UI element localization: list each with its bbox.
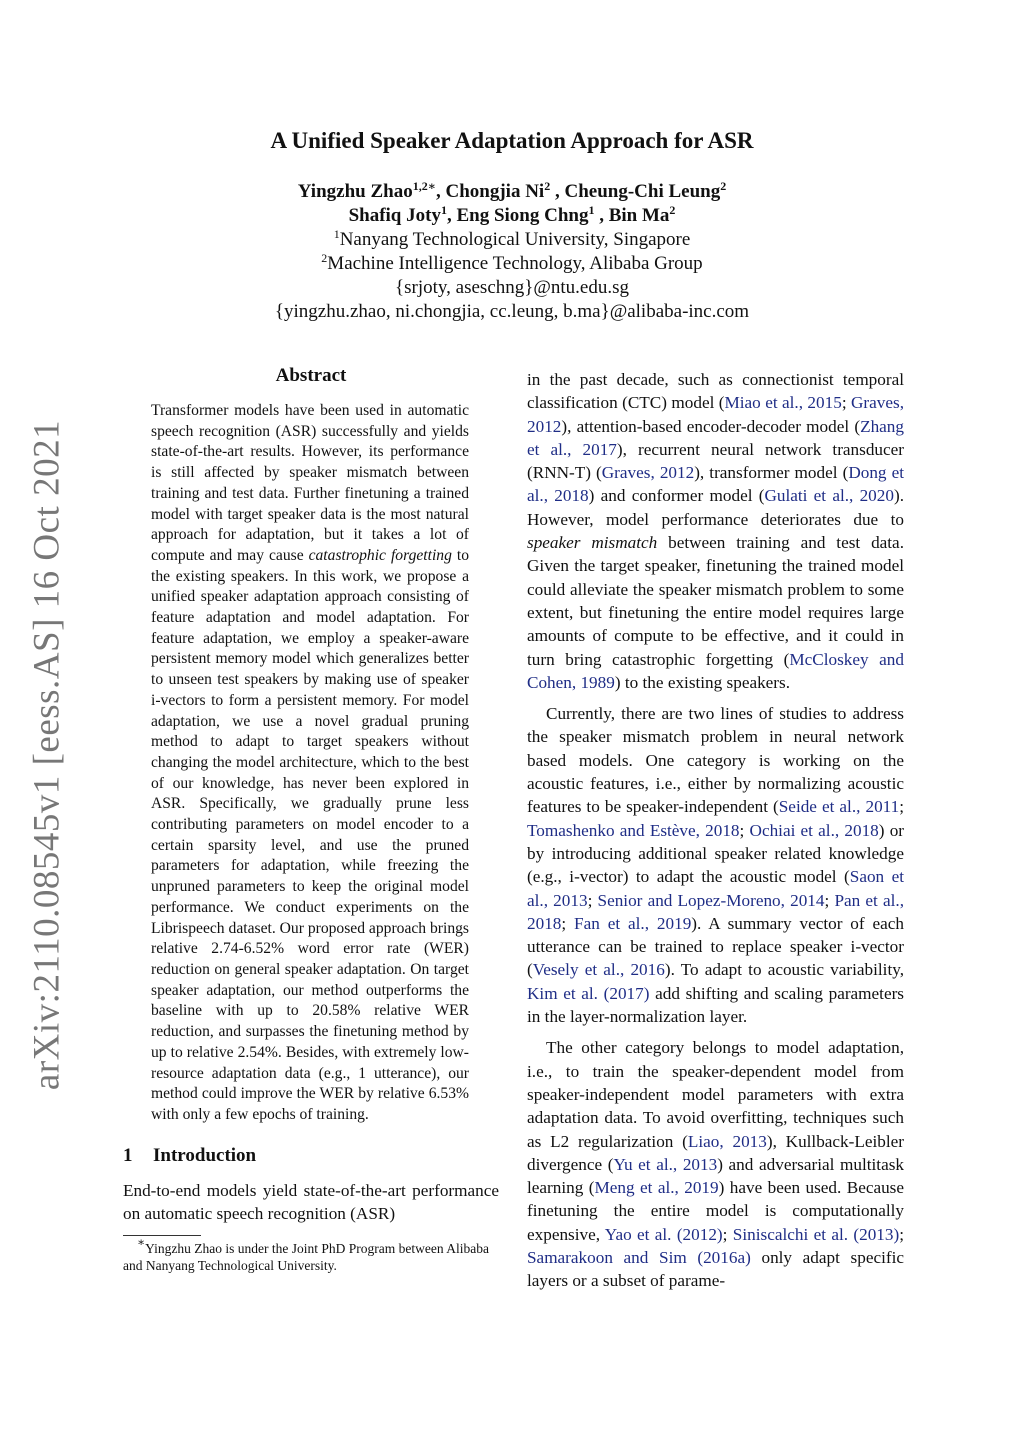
author-sup: 2 bbox=[544, 179, 551, 193]
body-text: ), Kullback-Leibler divergence ( bbox=[527, 1131, 905, 1174]
citation-link[interactable]: Yao et al. (2012) bbox=[604, 1224, 723, 1244]
body-text: ; bbox=[824, 890, 835, 910]
footnote-rule bbox=[123, 1235, 201, 1236]
author-name: , Eng Siong Chng bbox=[446, 205, 589, 226]
citation-link[interactable]: Vesely et al., 2016 bbox=[532, 960, 665, 980]
citation-link[interactable]: Saon et al., 2013 bbox=[527, 867, 904, 910]
abstract-part: to the existing speakers. In this work, we propose a unified speaker adaptation approach consisting of feature adaptation and model adaptation. For feature adaptation, we employ a speaker-aware persistent memory model which generalizes better to unseen test speakers by making use of speaker i-vectors to form a persistent memory. For model adaptation, we use a novel gradual pruning method to adapt to target speakers without changing the model architecture, which to the best of our knowledge, has never been explored in ASR. Specifically, we gradually prune less contributing parameters on model encoder to a certain sparsity level, and use the pruned parameters for adaptation, while freezing the unpruned parameters to keep the original model performance. We conduct experiments on the Librispeech dataset. Our proposed approach brings relative 2.74-6.52% word error rate (WER) reduction on general speaker adaptation. On target speaker adaptation, our method outperforms the baseline with up to 20.58% relative WER reduction, and surpasses the finetuning method by up to relative 2.54%. Besides, with extremely low-resource adaptation data (e.g., 1 utterance), our method could improve the WER by relative 6.53% with only a few epochs of training. bbox=[151, 546, 469, 1123]
citation-link[interactable]: Dong et al., 2018 bbox=[527, 463, 904, 506]
body-text: ). To adapt to acoustic variability, bbox=[664, 960, 904, 980]
body-text: ) and conformer model ( bbox=[588, 486, 765, 506]
citation-link[interactable]: Tomashenko and Estève, 2018 bbox=[527, 820, 740, 840]
intro-paragraph bbox=[527, 1036, 904, 1292]
body-text: ; bbox=[841, 393, 852, 413]
author-sup: 1 bbox=[588, 203, 595, 217]
citation-link[interactable]: Ochiai et al., 2018 bbox=[749, 820, 879, 840]
intro-paragraph: End-to-end models yield state-of-the-art performance on automatic speech recognition (ASR) bbox=[123, 1180, 499, 1223]
body-text: Currently, there are two lines of studies to address the speaker mismatch problem in neural network based models. One category is working on the acoustic features, i.e., either by normalizing acoustic features to be speaker-independent ( bbox=[527, 704, 904, 817]
body-text: in the past decade, such as connectionist temporal classification (CTC) model ( bbox=[527, 370, 904, 413]
citation-link[interactable]: Miao et al., 2015 bbox=[724, 393, 842, 413]
affiliation bbox=[0, 252, 1024, 276]
author-name: , Chongjia Ni bbox=[436, 181, 545, 202]
citation-link[interactable]: Zhang et al., 2017 bbox=[527, 416, 904, 459]
citation-link[interactable]: Kim et al. (2017) bbox=[527, 983, 650, 1003]
affiliation-text: Machine Intelligence Technology, Alibaba Group bbox=[327, 253, 703, 274]
affiliation-sup: 2 bbox=[321, 251, 328, 265]
author-sup: 1 bbox=[440, 203, 447, 217]
body-text: ), recurrent neural network transducer (RNN-T) ( bbox=[527, 439, 904, 483]
intro-paragraph-continued bbox=[527, 368, 904, 694]
citation-link[interactable]: Fan et al., 2019 bbox=[574, 913, 692, 933]
body-text: ) have been used. Because finetuning the entire model is computationally expensive, bbox=[527, 1178, 904, 1244]
section-title: Introduction bbox=[153, 1144, 257, 1166]
authors-line-1 bbox=[0, 180, 1024, 204]
body-text: add shifting and scaling parameters in the layer-normalization layer. bbox=[527, 983, 904, 1027]
citation-link[interactable]: Graves, 2012 bbox=[601, 463, 695, 483]
body-text: ; bbox=[587, 890, 598, 910]
body-text: ; bbox=[561, 913, 575, 933]
section-number: 1 bbox=[123, 1144, 133, 1166]
abstract-emphasis: catastrophic forgetting bbox=[308, 546, 452, 564]
authors-line-2 bbox=[0, 204, 1024, 228]
body-text: ). A summary vector of each utterance can be trained to replace speaker i-vector ( bbox=[527, 913, 905, 980]
intro-paragraph bbox=[527, 702, 904, 1028]
author-block bbox=[0, 180, 1024, 324]
body-text: ; bbox=[722, 1224, 733, 1244]
body-text: ), attention-based encoder-decoder model ( bbox=[561, 416, 861, 436]
footnote-mark: ∗ bbox=[137, 1235, 146, 1250]
citation-link[interactable]: Gulati et al., 2020 bbox=[764, 486, 894, 506]
citation-link[interactable]: Meng et al., 2019 bbox=[594, 1178, 719, 1198]
footnote bbox=[123, 1235, 499, 1274]
body-text: ; bbox=[899, 1224, 904, 1244]
author-name: , Bin Ma bbox=[594, 205, 670, 226]
body-text: between training and test data. Given the target speaker, finetuning the trained model could alleviate the speaker mismatch problem to some extent, but finetuning the entire model requires large amounts of compute to be effective, and it could in turn bring catastrophic forgetting ( bbox=[527, 533, 904, 669]
body-text: ) or by introducing additional speaker related knowledge (e.g., i-vector) to adapt the acoustic model ( bbox=[527, 820, 905, 887]
body-text: ; bbox=[899, 797, 904, 817]
citation-link[interactable]: Yu et al., 2013 bbox=[613, 1154, 718, 1174]
citation-link[interactable]: Seide et al., 2011 bbox=[778, 797, 900, 817]
email-line[interactable]: {yingzhu.zhao, ni.chongjia, cc.leung, b.ma}@alibaba-inc.com bbox=[274, 301, 750, 322]
abstract-text bbox=[151, 401, 469, 1126]
body-text: only adapt specific layers or a subset of parame- bbox=[527, 1247, 904, 1291]
body-text: ) to the existing speakers. bbox=[614, 672, 791, 692]
author-name: Shafiq Joty bbox=[348, 205, 441, 226]
section-heading bbox=[123, 1145, 499, 1167]
email-line[interactable]: {srjoty, aseschng}@ntu.edu.sg bbox=[395, 277, 629, 298]
body-text: ) and adversarial multitask learning ( bbox=[527, 1154, 904, 1198]
body-text: ; bbox=[739, 820, 750, 840]
author-sup: 2 bbox=[669, 203, 676, 217]
body-text: ). However, model performance deteriorates due to bbox=[527, 486, 904, 529]
arxiv-identifier bbox=[22, 419, 72, 1091]
citation-link[interactable]: Liao, 2013 bbox=[687, 1131, 767, 1151]
body-text: The other category belongs to model adaptation, i.e., to train the speaker-dependent model from speaker-independent model parameters with extra adaptation data. To avoid overfitting, techniques such as L2 regularization ( bbox=[527, 1038, 904, 1151]
citation-link[interactable]: Senior and Lopez-Moreno, 2014 bbox=[597, 890, 825, 910]
abstract-part: Transformer models have been used in automatic speech recognition (ASR) successfully and yields state-of-the-art results. However, its performance is still affected by speaker mismatch between training and test data. Further finetuning a trained model with target speaker data is the most natural approach for adaptation, but it takes a lot of compute and may cause bbox=[151, 402, 469, 564]
citation-link[interactable]: Pan et al., 2018 bbox=[527, 890, 904, 933]
abstract-heading: Abstract bbox=[275, 365, 347, 386]
citation-link[interactable]: Samarakoon and Sim (2016a) bbox=[527, 1247, 751, 1267]
left-column bbox=[123, 365, 499, 1274]
affiliation-sup: 1 bbox=[333, 227, 340, 241]
body-text: ), transformer model ( bbox=[694, 463, 849, 483]
footnote-text: Yingzhu Zhao is under the Joint PhD Program between Alibaba and Nanyang Technological University. bbox=[123, 1241, 489, 1274]
emphasis-text: speaker mismatch bbox=[527, 533, 658, 553]
author-name: Yingzhu Zhao bbox=[297, 181, 413, 202]
affiliation-text: Nanyang Technological University, Singapore bbox=[339, 229, 691, 250]
paper-title: A Unified Speaker Adaptation Approach for ASR bbox=[270, 128, 754, 153]
affiliation bbox=[0, 228, 1024, 252]
citation-link[interactable]: Graves, 2012 bbox=[527, 393, 904, 436]
citation-link[interactable]: McCloskey and Cohen, 1989 bbox=[527, 649, 904, 692]
author-name: , Cheung-Chi Leung bbox=[550, 181, 721, 202]
author-sup: 1,2∗ bbox=[412, 179, 436, 193]
right-column bbox=[527, 368, 904, 1293]
arxiv-id-text: arXiv:2110.08545v1 [eess.AS] 16 Oct 2021 bbox=[26, 419, 68, 1091]
author-sup: 2 bbox=[720, 179, 727, 193]
citation-link[interactable]: Siniscalchi et al. (2013) bbox=[732, 1224, 900, 1244]
